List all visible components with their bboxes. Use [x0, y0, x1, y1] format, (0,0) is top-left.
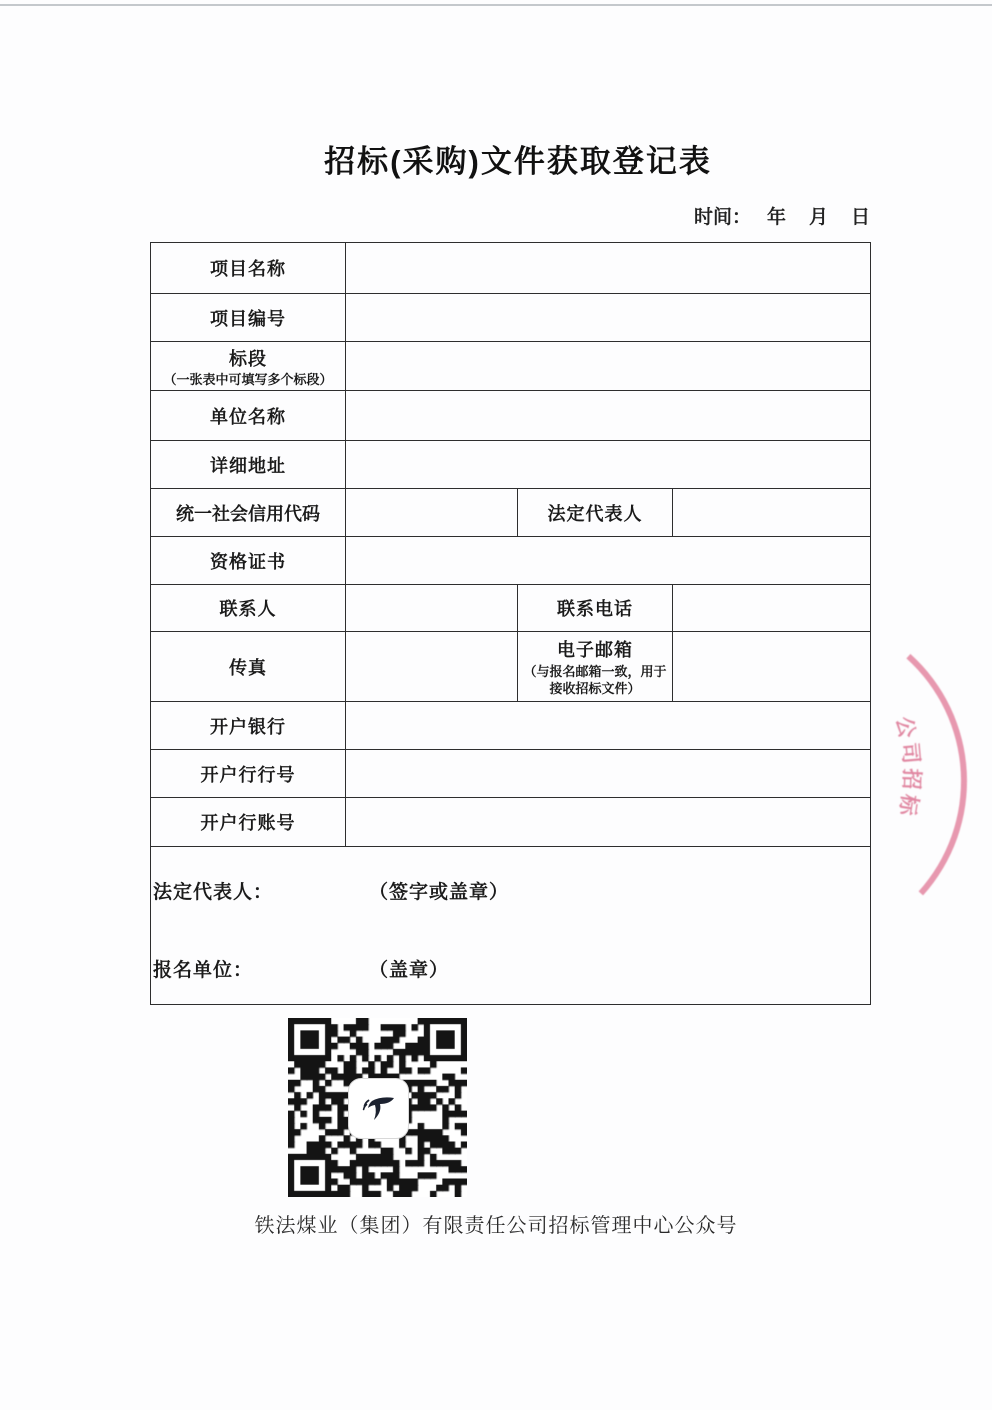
stamp-character: 标 [895, 792, 922, 817]
table-row [151, 391, 871, 441]
bid-section-note: （一张表中可填写多个标段） [163, 371, 333, 387]
row-label-credit-code: 统一社会信用代码 [151, 489, 346, 537]
row-label-legal-rep: 法定代表人 [518, 489, 673, 537]
field-contact-phone [673, 585, 871, 632]
table-row [151, 489, 871, 537]
time-label: 时间： [693, 207, 751, 228]
table-row [151, 750, 871, 798]
email-label: 电子邮箱 [557, 640, 633, 661]
field-unit-name [346, 391, 871, 441]
field-contact-person [346, 585, 518, 632]
row-label-contact-phone: 联系电话 [518, 585, 673, 632]
signature-block [151, 847, 871, 1005]
legal-rep-signature-label: 法定代表人： [153, 882, 274, 903]
tiefa-logo-icon [359, 1089, 399, 1129]
row-label-fax: 传真 [151, 632, 346, 702]
time-line [694, 202, 870, 229]
row-label-bank-name: 开户银行 [151, 702, 346, 750]
row-label-qualification: 资格证书 [151, 537, 346, 585]
registration-table [150, 242, 871, 1005]
page-title: 招标(采购)文件获取登记表 [324, 144, 712, 179]
row-label-project-number: 项目编号 [151, 294, 346, 342]
applicant-unit-note: （盖章） [369, 960, 450, 981]
table-row [151, 441, 871, 489]
row-label-email [518, 632, 673, 702]
row-label-bank-account: 开户行账号 [151, 798, 346, 847]
qr-code [288, 1018, 467, 1197]
field-project-name [346, 243, 871, 294]
time-unit-day: 日 [850, 207, 870, 228]
row-label-project-name: 项目名称 [151, 243, 346, 294]
row-label-unit-name: 单位名称 [151, 391, 346, 441]
field-bank-branch-number [346, 750, 871, 798]
table-row [151, 702, 871, 750]
table-row [151, 243, 871, 294]
stamp-character: 公 [891, 714, 919, 740]
field-project-number [346, 294, 871, 342]
row-label-contact-person: 联系人 [151, 585, 346, 632]
table-row-signature [151, 847, 871, 1005]
time-unit-month: 月 [808, 207, 828, 228]
stamp-character: 司 [897, 741, 923, 765]
field-legal-rep [673, 489, 871, 537]
field-bid-section [346, 342, 871, 391]
stamp-character: 招 [899, 768, 923, 790]
field-address [346, 441, 871, 489]
table-row [151, 342, 871, 391]
table-row [151, 798, 871, 847]
row-label-bank-branch-number: 开户行行号 [151, 750, 346, 798]
table-row [151, 537, 871, 585]
field-fax [346, 632, 518, 702]
table-row [151, 294, 871, 342]
legal-rep-signature-note: （签字或盖章） [369, 882, 510, 903]
table-row [151, 585, 871, 632]
qr-center-logo [348, 1078, 409, 1139]
row-label-bid-section [151, 342, 346, 391]
email-note: （与报名邮箱一致，用于接收招标文件） [523, 664, 667, 696]
bid-section-label: 标段 [229, 348, 267, 369]
row-label-address: 详细地址 [151, 441, 346, 489]
scan-top-edge-line [0, 4, 992, 6]
qr-caption: 铁法煤业（集团）有限责任公司招标管理中心公众号 [254, 1215, 738, 1237]
table-row [151, 632, 871, 702]
applicant-unit-label: 报名单位： [153, 960, 254, 981]
field-qualification [346, 537, 871, 585]
field-bank-name [346, 702, 871, 750]
time-unit-year: 年 [766, 207, 786, 228]
field-email [673, 632, 871, 702]
field-credit-code [346, 489, 518, 537]
field-bank-account [346, 798, 871, 847]
